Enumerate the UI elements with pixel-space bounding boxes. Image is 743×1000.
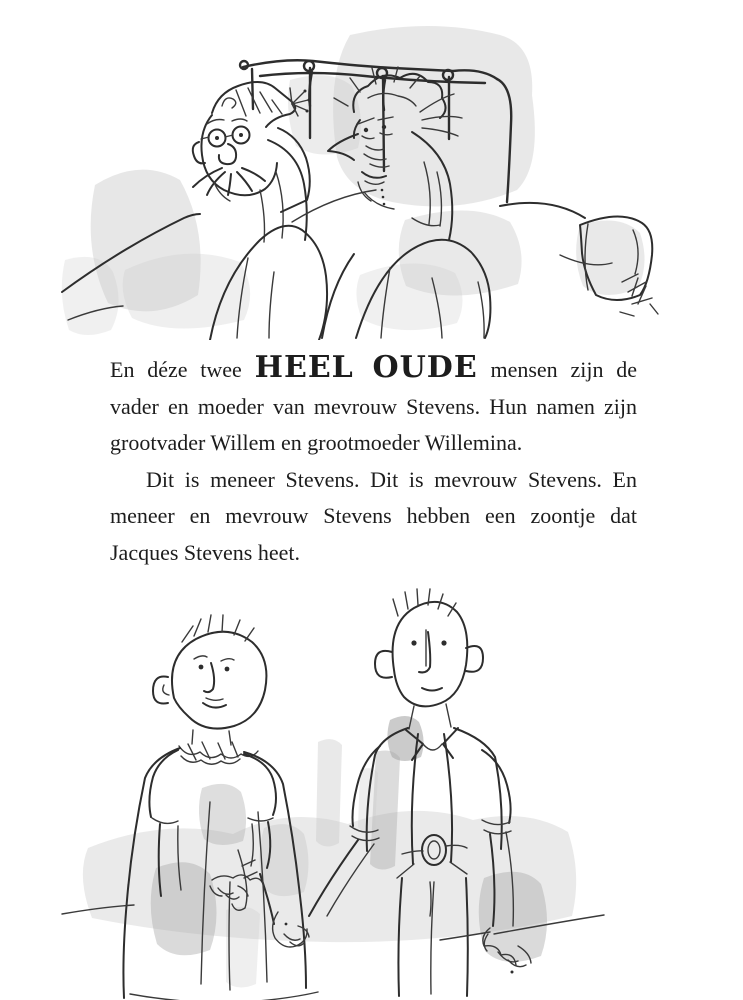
paragraph-grandparents-rest: mensen zijn de vader en moeder van mevrouw Stevens. Hun namen zijn grootvader Willem en grootmoeder Willemina.: [110, 357, 637, 456]
old-couple-in-bed-illustration: [60, 20, 680, 340]
paragraph-grandparents: [110, 352, 637, 462]
paragraph-stevens-family: Dit is meneer Stevens. Dit is mevrouw Stevens. En meneer en mevrouw Stevens hebben een zoontje dat Jacques Stevens heet.: [110, 466, 637, 565]
mr-and-mrs-stevens-drawing: [60, 580, 620, 1000]
old-couple-in-bed-drawing: [60, 20, 680, 340]
heel-oude-emphasis: HEEL OUDE: [254, 350, 478, 385]
paragraph-grandparents-lead: En déze twee: [110, 357, 255, 382]
story-text: [110, 352, 637, 572]
mr-and-mrs-stevens-illustration: [60, 580, 620, 1000]
